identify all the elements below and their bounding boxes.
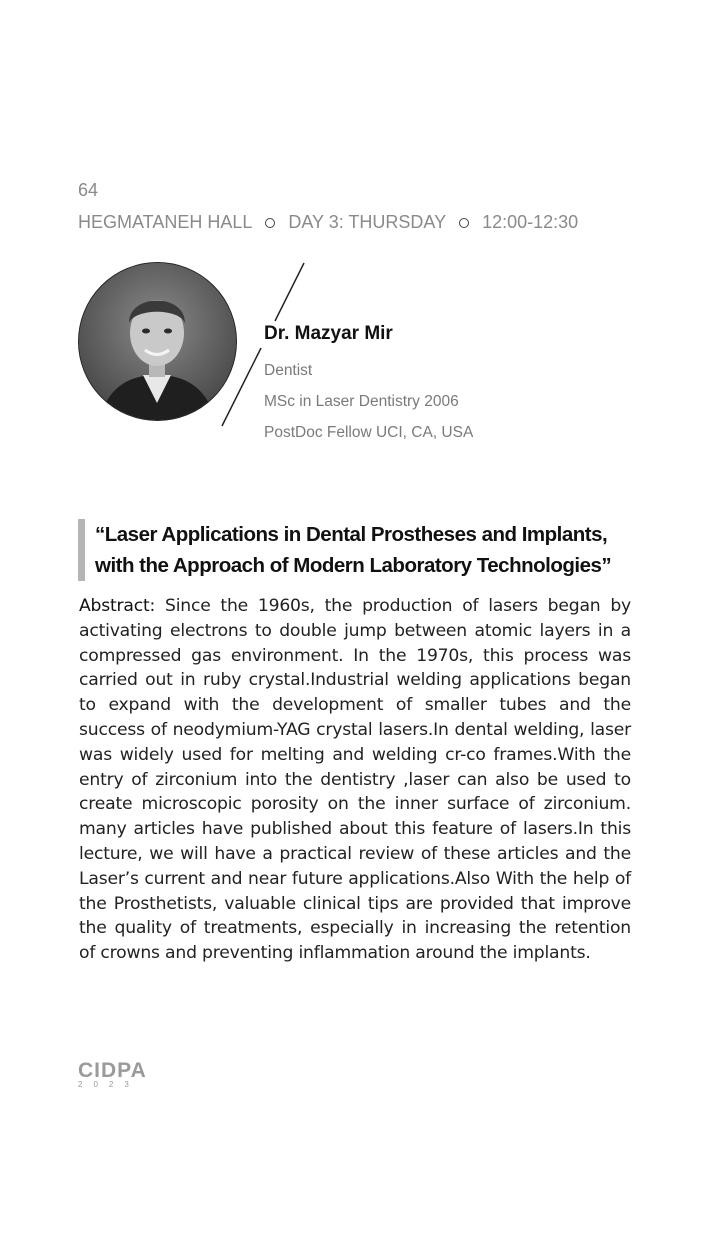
session-info (78, 212, 578, 233)
session-time: 12:00-12:30 (482, 212, 579, 232)
talk-title-line-1: “Laser Applications in Dental Prostheses and Implants, (95, 523, 608, 546)
circle-separator-icon (265, 218, 275, 228)
speaker-degree: MSc in Laser Dentistry 2006 (264, 393, 459, 410)
page-number: 64 (78, 180, 99, 200)
logo-year: 2023 (78, 1080, 140, 1089)
speaker-info (264, 323, 473, 448)
abstract-label: Abstract: (79, 596, 156, 616)
abstract-text: Since the 1960s, the production of lasers began by activating electrons to double jump between atomic layers in a compressed gas environment. In the 1970s, this process was carried out in ruby crystal.Industrial welding applications began to expand with the development of smaller tubes and the success of neodymium-YAG crystal lasers.In dental welding, laser was widely used for melting and welding cr-co frames.With the entry of zirconium into the dentistry ,laser can also be used to create microscopic porosity on the inner surface of zirconium. many articles have published about this feature of lasers.In this lecture, we will have a practical review of these articles and the Laser’s current and near future applications.Also With the help of the Prosthetists, valuable clinical tips are provided that improve the quality of treatments, especially in increasing the retention of crowns and preventing inflammation around the implants. (79, 596, 632, 964)
abstract (79, 594, 631, 966)
speaker-affiliation: PostDoc Fellow UCI, CA, USA (264, 424, 474, 441)
session-day: DAY 3: THURSDAY (288, 212, 447, 232)
speaker-name: Dr. Mazyar Mir (264, 323, 393, 344)
logo-wordmark: CIDPA (78, 1059, 147, 1082)
talk-title-line-2: with the Approach of Modern Laboratory Technologies” (95, 554, 612, 577)
cidpa-logo (78, 1060, 148, 1090)
talk-title-block (78, 519, 655, 581)
session-hall: HEGMATANEH HALL (78, 212, 253, 232)
circle-separator-icon (459, 218, 469, 228)
speaker-photo (78, 262, 237, 421)
speaker-role: Dentist (264, 362, 313, 379)
